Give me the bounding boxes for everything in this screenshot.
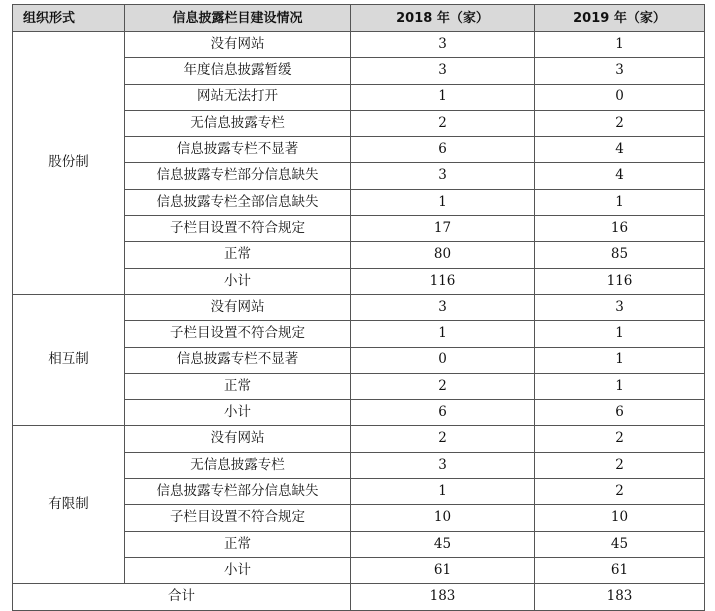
count-2019-cell: 1 <box>535 373 705 399</box>
count-2019-cell: 85 <box>535 242 705 268</box>
count-2019-cell: 0 <box>535 84 705 110</box>
total-label: 合计 <box>13 584 351 610</box>
count-2019-cell: 6 <box>535 400 705 426</box>
status-cell: 无信息披露专栏 <box>125 110 351 136</box>
header-year-2019: 2019 年（家） <box>535 5 705 32</box>
count-2018-cell: 61 <box>351 557 535 583</box>
document-page <box>12 4 704 611</box>
count-2019-cell: 16 <box>535 216 705 242</box>
count-2018-cell: 3 <box>351 32 535 58</box>
header-year-2018: 2018 年（家） <box>351 5 535 32</box>
status-cell: 信息披露专栏不显著 <box>125 137 351 163</box>
table-header <box>13 5 705 32</box>
status-cell: 信息披露专栏部分信息缺失 <box>125 479 351 505</box>
count-2019-cell: 10 <box>535 505 705 531</box>
count-2019-cell: 3 <box>535 58 705 84</box>
table-row <box>13 294 705 320</box>
count-2018-cell: 1 <box>351 321 535 347</box>
total-2018-cell: 183 <box>351 584 535 610</box>
count-2019-cell: 3 <box>535 294 705 320</box>
header-disclosure-status: 信息披露栏目建设情况 <box>125 5 351 32</box>
status-cell: 子栏目设置不符合规定 <box>125 321 351 347</box>
count-2018-cell: 2 <box>351 373 535 399</box>
disclosure-table <box>12 4 705 611</box>
count-2018-cell: 2 <box>351 426 535 452</box>
status-cell: 无信息披露专栏 <box>125 452 351 478</box>
count-2019-cell: 4 <box>535 163 705 189</box>
table-row <box>13 426 705 452</box>
status-cell: 信息披露专栏部分信息缺失 <box>125 163 351 189</box>
count-2019-cell: 61 <box>535 557 705 583</box>
count-2019-cell: 1 <box>535 347 705 373</box>
status-cell: 小计 <box>125 268 351 294</box>
count-2019-cell: 1 <box>535 321 705 347</box>
count-2018-cell: 80 <box>351 242 535 268</box>
status-cell: 没有网站 <box>125 32 351 58</box>
count-2018-cell: 3 <box>351 58 535 84</box>
status-cell: 信息披露专栏全部信息缺失 <box>125 189 351 215</box>
count-2018-cell: 1 <box>351 189 535 215</box>
header-row <box>13 5 705 32</box>
count-2018-cell: 6 <box>351 137 535 163</box>
count-2019-cell: 1 <box>535 32 705 58</box>
count-2019-cell: 2 <box>535 479 705 505</box>
status-cell: 正常 <box>125 373 351 399</box>
status-cell: 正常 <box>125 531 351 557</box>
status-cell: 信息披露专栏不显著 <box>125 347 351 373</box>
count-2019-cell: 2 <box>535 426 705 452</box>
count-2018-cell: 2 <box>351 110 535 136</box>
count-2018-cell: 0 <box>351 347 535 373</box>
total-2019-cell: 183 <box>535 584 705 610</box>
org-form-cell: 有限制 <box>13 426 125 584</box>
status-cell: 网站无法打开 <box>125 84 351 110</box>
header-org-form: 组织形式 <box>13 5 125 32</box>
count-2018-cell: 6 <box>351 400 535 426</box>
table-row <box>13 32 705 58</box>
count-2018-cell: 17 <box>351 216 535 242</box>
count-2018-cell: 45 <box>351 531 535 557</box>
status-cell: 小计 <box>125 400 351 426</box>
count-2019-cell: 4 <box>535 137 705 163</box>
count-2018-cell: 116 <box>351 268 535 294</box>
status-cell: 子栏目设置不符合规定 <box>125 505 351 531</box>
status-cell: 子栏目设置不符合规定 <box>125 216 351 242</box>
count-2018-cell: 3 <box>351 163 535 189</box>
status-cell: 正常 <box>125 242 351 268</box>
count-2019-cell: 2 <box>535 452 705 478</box>
count-2019-cell: 2 <box>535 110 705 136</box>
count-2018-cell: 3 <box>351 294 535 320</box>
org-form-cell: 相互制 <box>13 294 125 425</box>
count-2018-cell: 3 <box>351 452 535 478</box>
count-2019-cell: 45 <box>535 531 705 557</box>
count-2018-cell: 10 <box>351 505 535 531</box>
count-2018-cell: 1 <box>351 84 535 110</box>
total-row <box>13 584 705 610</box>
status-cell: 年度信息披露暂缓 <box>125 58 351 84</box>
count-2019-cell: 116 <box>535 268 705 294</box>
status-cell: 小计 <box>125 557 351 583</box>
count-2019-cell: 1 <box>535 189 705 215</box>
status-cell: 没有网站 <box>125 294 351 320</box>
table-body <box>13 32 705 611</box>
status-cell: 没有网站 <box>125 426 351 452</box>
org-form-cell: 股份制 <box>13 32 125 295</box>
count-2018-cell: 1 <box>351 479 535 505</box>
